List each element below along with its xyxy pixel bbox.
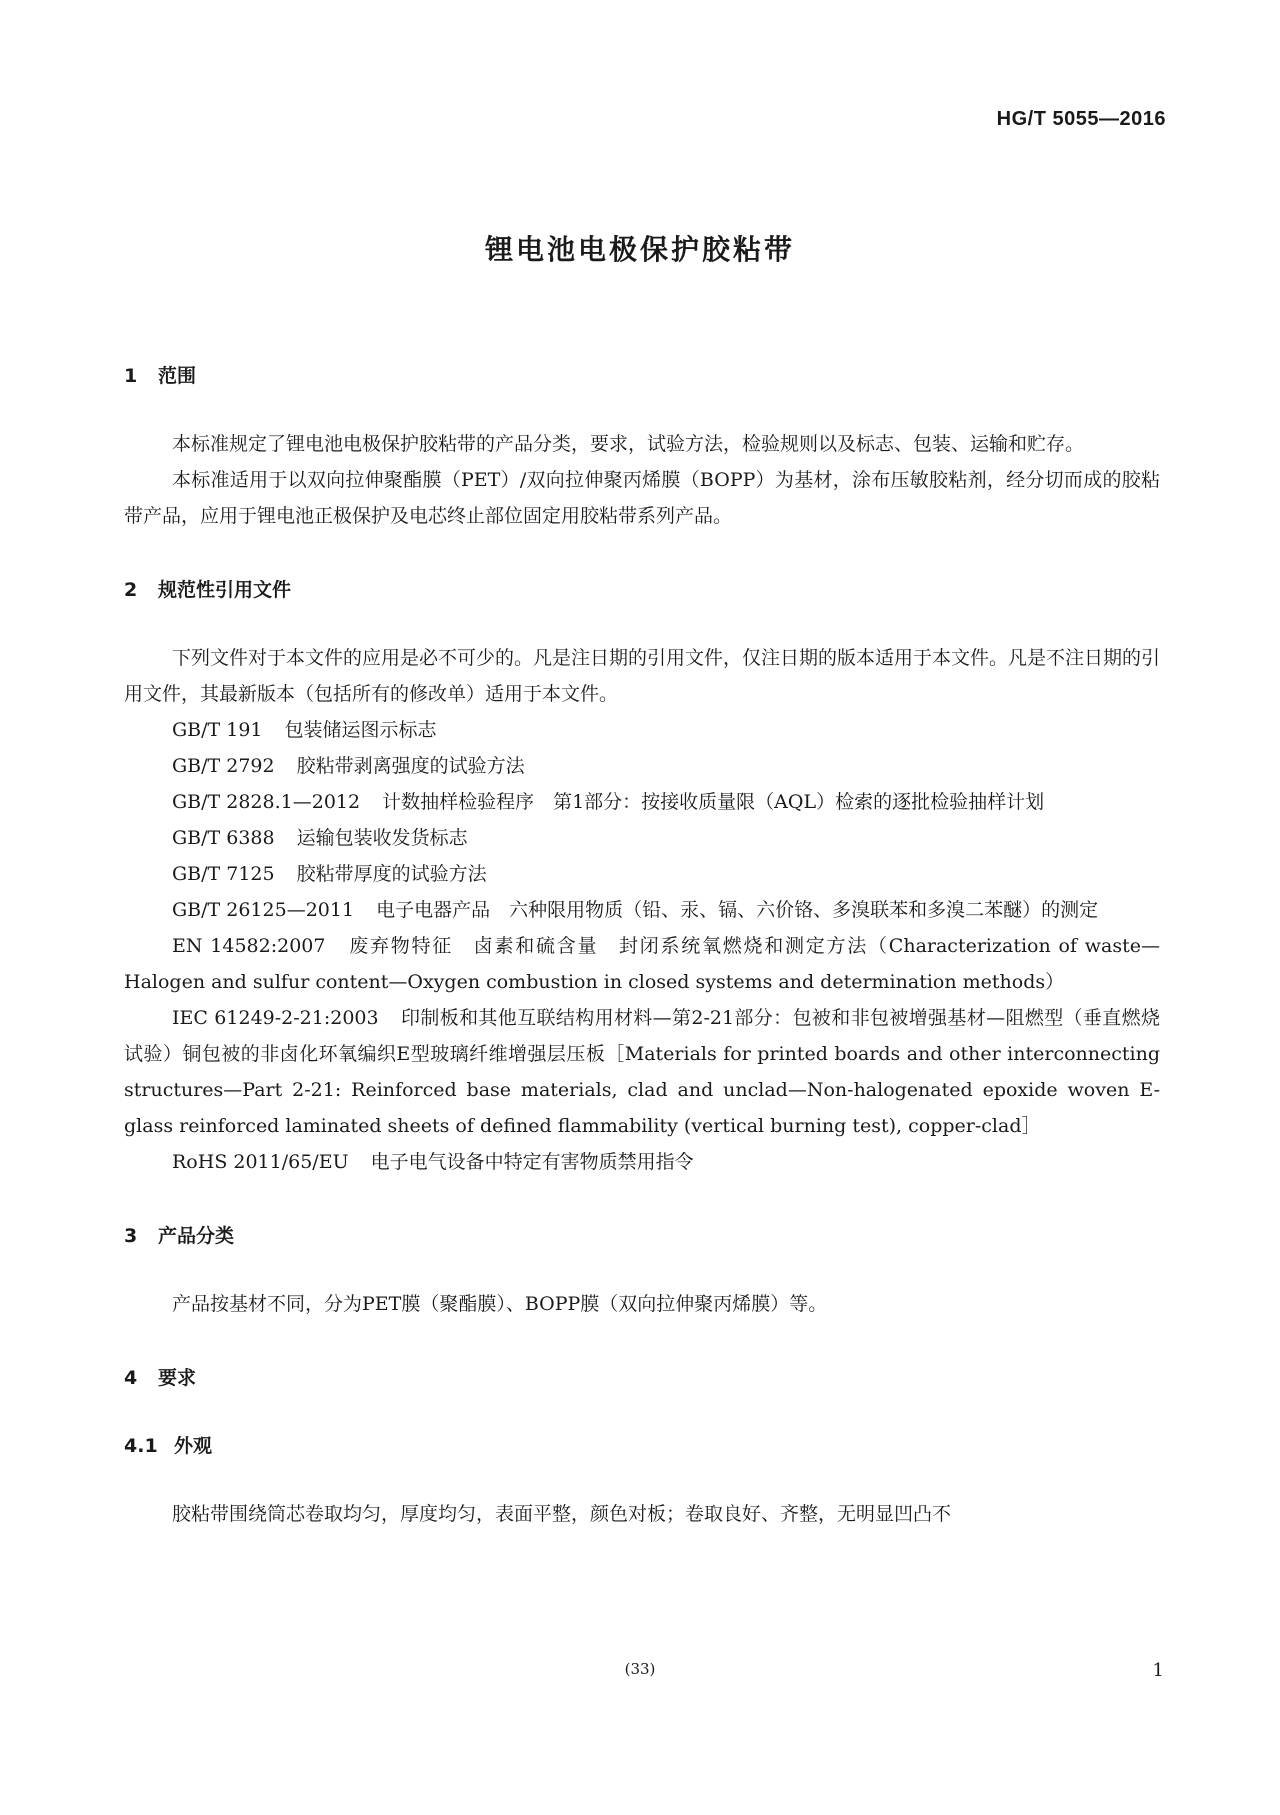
reference-item (124, 820, 1160, 856)
section-number: 2 (124, 579, 138, 601)
section-2-heading (124, 572, 1160, 608)
folio-number: 1 (1152, 1660, 1164, 1681)
reference-text: 包装储运图示标志 (284, 719, 437, 741)
section-number: 1 (124, 365, 138, 387)
reference-code: GB/T 191 (172, 719, 263, 741)
document-title: 锂电池电极保护胶粘带 (484, 233, 795, 266)
section-4-1-heading (124, 1428, 1160, 1464)
reference-text: 印制板和其他互联结构用材料—第2-21部分：包被和非包被增强基材—阻燃型（垂直燃烧试验）铜包被的非卤化环氧编织E型玻璃纤维增强层压板［Materials for printed boards and other interconnecting structures—Part 2-21: Reinforced base materials, clad and unclad—Non-halogenated epoxide woven E-glass reinforced laminated sheets of defined flammability (vertical burning test), copper-clad］ (124, 1007, 1160, 1137)
reference-text: 运输包装收发货标志 (296, 827, 468, 849)
reference-item (124, 748, 1160, 784)
section-1-paragraph: 本标准适用于以双向拉伸聚酯膜（PET）/双向拉伸聚丙烯膜（BOPP）为基材，涂布压敏胶粘剂，经分切而成的胶粘带产品，应用于锂电池正极保护及电芯终止部位固定用胶粘带系列产品。 (124, 469, 1160, 527)
section-4-1-paragraph: 胶粘带围绕筒芯卷取均匀，厚度均匀，表面平整，颜色对板；卷取良好、齐整，无明显凹凸不 (172, 1503, 952, 1525)
reference-item (124, 1144, 1160, 1180)
section-4-heading (124, 1360, 1160, 1396)
page-number: (33) (624, 1660, 656, 1678)
reference-code: GB/T 7125 (172, 863, 275, 885)
reference-item (124, 892, 1160, 928)
section-title: 外观 (174, 1435, 213, 1457)
reference-text: 电子电器产品 六种限用物质（铅、汞、镉、六价铬、多溴联苯和多溴二苯醚）的测定 (376, 899, 1099, 921)
reference-code: EN 14582:2007 (172, 935, 326, 957)
section-3-paragraph: 产品按基材不同，分为PET膜（聚酯膜）、BOPP膜（双向拉伸聚丙烯膜）等。 (172, 1293, 828, 1315)
reference-code: GB/T 2792 (172, 755, 275, 777)
reference-code: GB/T 2828.1—2012 (172, 791, 361, 813)
section-title: 规范性引用文件 (158, 579, 292, 601)
section-title: 要求 (158, 1367, 197, 1389)
reference-text: 胶粘带剥离强度的试验方法 (296, 755, 525, 777)
section-2-intro: 下列文件对于本文件的应用是必不可少的。凡是注日期的引用文件，仅注日期的版本适用于本文件。凡是不注日期的引用文件，其最新版本（包括所有的修改单）适用于本文件。 (124, 647, 1161, 705)
section-number: 4 (124, 1367, 138, 1389)
section-number: 3 (124, 1225, 138, 1247)
section-1-paragraph: 本标准规定了锂电池电极保护胶粘带的产品分类，要求，试验方法，检验规则以及标志、包装、运输和贮存。 (172, 433, 1085, 455)
standard-code: HG/T 5055—2016 (996, 108, 1166, 130)
document-body (124, 358, 1160, 1532)
reference-item (124, 856, 1160, 892)
reference-item (124, 928, 1160, 1000)
reference-list (124, 712, 1160, 1180)
section-3-heading (124, 1218, 1160, 1254)
reference-text: 电子电气设备中特定有害物质禁用指令 (370, 1151, 694, 1173)
reference-item (124, 784, 1160, 820)
reference-text: 胶粘带厚度的试验方法 (296, 863, 487, 885)
reference-code: GB/T 26125—2011 (172, 899, 355, 921)
reference-text: 计数抽样检验程序 第1部分：按接收质量限（AQL）检索的逐批检验抽样计划 (382, 791, 1045, 813)
section-number: 4.1 (124, 1435, 158, 1457)
reference-item (124, 712, 1160, 748)
reference-item (124, 1000, 1160, 1144)
section-title: 产品分类 (158, 1225, 235, 1247)
reference-text: 废弃物特征 卤素和硫含量 封闭系统氧燃烧和测定方法（Characterization of waste—Halogen and sulfur content—Oxygen combustion in closed systems and determination methods） (124, 935, 1160, 993)
section-title: 范围 (158, 365, 197, 387)
reference-code: GB/T 6388 (172, 827, 275, 849)
reference-code: IEC 61249-2-21:2003 (172, 1007, 379, 1029)
reference-code: RoHS 2011/65/EU (172, 1151, 349, 1173)
section-1-heading (124, 358, 1160, 394)
